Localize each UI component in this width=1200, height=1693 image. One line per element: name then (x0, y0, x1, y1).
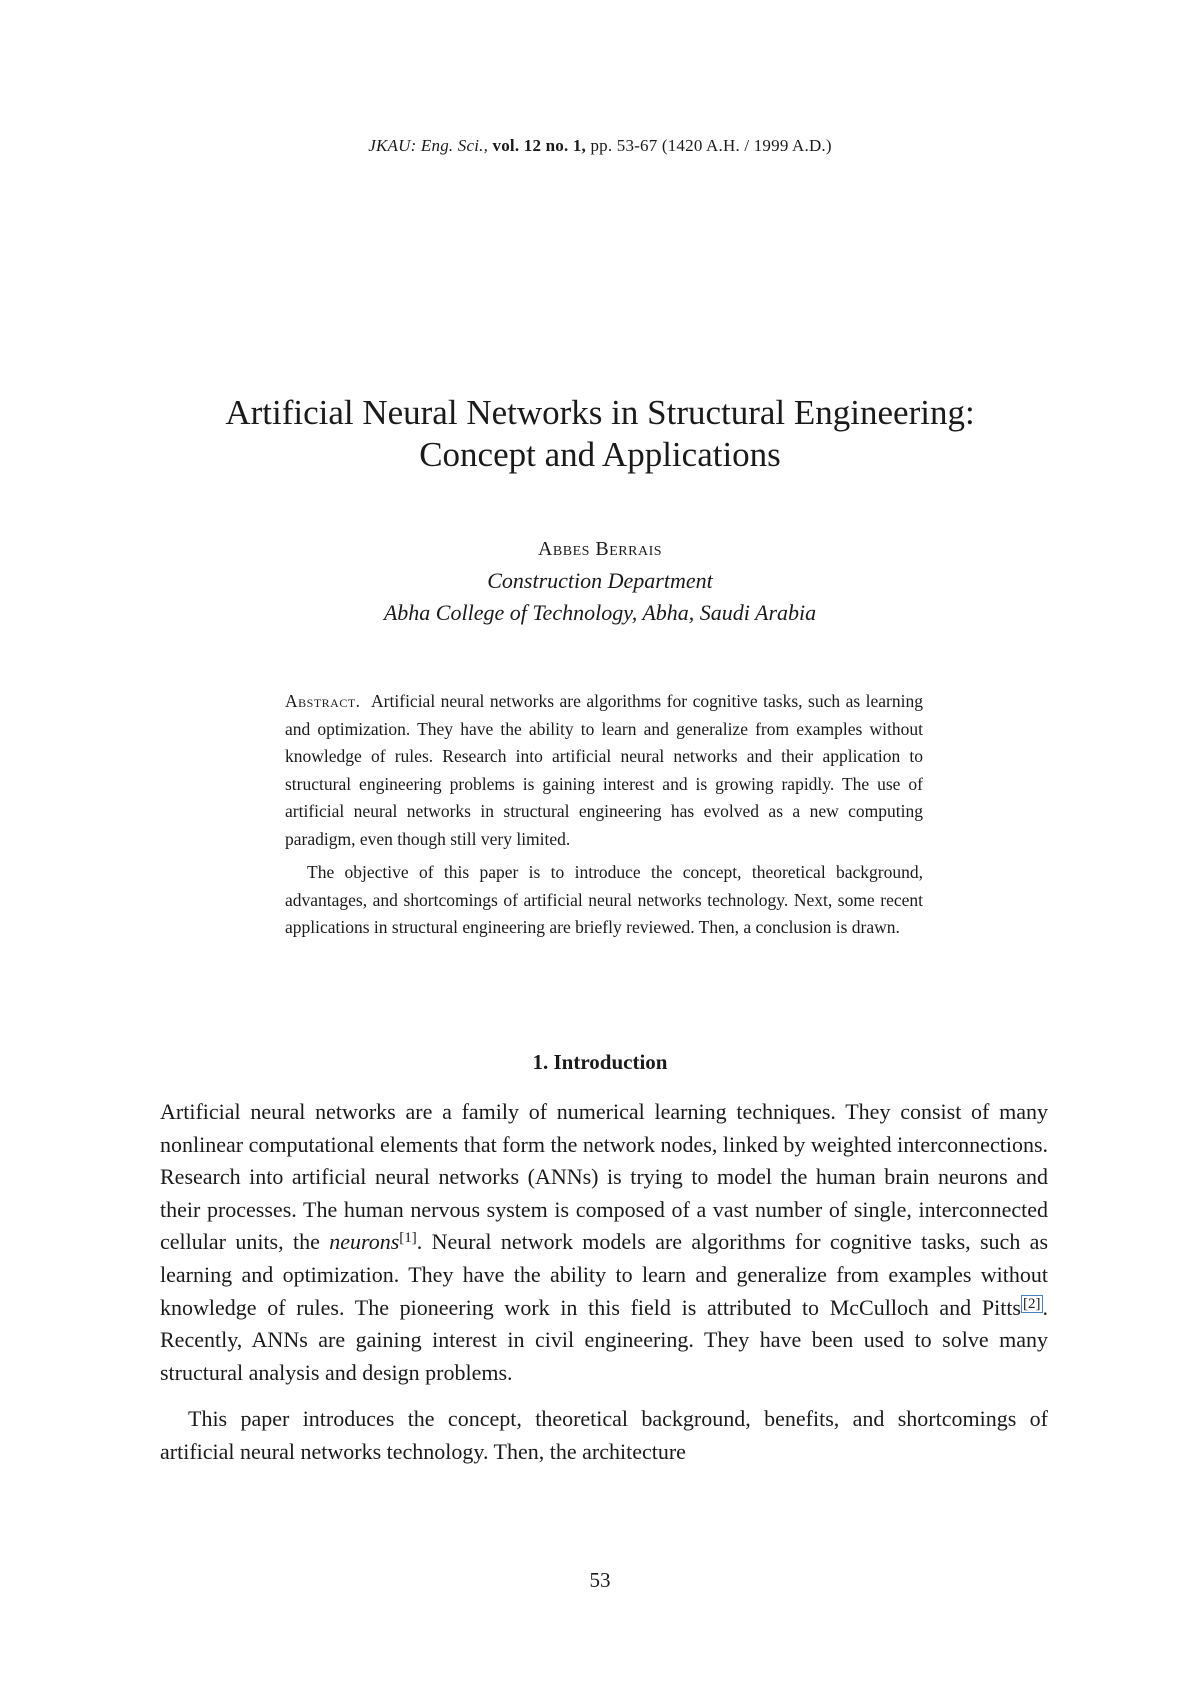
citation-2-link[interactable]: [2] (1023, 1295, 1041, 1312)
citation-1[interactable]: [1] (399, 1230, 417, 1247)
journal-series: Eng. Sci., (420, 136, 489, 155)
section-heading-introduction: 1. Introduction (532, 1050, 668, 1074)
intro-text-1b: . Neural network models are algorithms for cognitive tasks, such as learning and optimization. They have the ability to learn and generalize from examples without knowledge of rules. The pioneering work in this field is attributed to McCulloch and Pitts (160, 1229, 1048, 1320)
title-line-2: Concept and Applications (419, 435, 781, 474)
paper-title (100, 392, 1100, 476)
journal-header (0, 136, 1200, 156)
abstract-paragraph-1 (285, 688, 923, 853)
intro-text-1a: Artificial neural networks are a family of numerical learning techniques. They consist of many nonlinear computational elements that form the network nodes, linked by weighted interconnections. Research into artificial neural networks (ANNs) is trying to model the human brain neurons and their processes. The human nervous system is composed of a vast number of single, interconnected cellular units, the (160, 1099, 1048, 1255)
journal-pages: pp. 53-67 (1420 A.H. / 1999 A.D.) (590, 136, 832, 155)
intro-paragraph-2: This paper introduces the concept, theoretical background, benefits, and shortcomings of artificial neural networks technology. Then, the architecture (160, 1406, 1048, 1464)
introduction-body (160, 1096, 1048, 1483)
abstract-text-1: Artificial neural networks are algorithms for cognitive tasks, such as learning and optimization. They have the ability to learn and generalize from examples without knowledge of rules. Research into artificial neural networks and their application to structural engineering problems is gaining interest and is growing rapidly. The use of artificial neural networks in structural engineering has evolved as a new computing paradigm, even though still very limited. (285, 691, 923, 849)
abstract (285, 688, 923, 948)
intro-paragraph-1 (160, 1096, 1048, 1389)
journal-volume: vol. 12 no. 1, (492, 136, 586, 155)
author-department: Construction Department (487, 568, 713, 593)
abstract-paragraph-2: The objective of this paper is to introduce the concept, theoretical background, advantages, and shortcomings of artificial neural networks technology. Next, some recent applications in structural engineering are briefly reviewed. Then, a conclusion is drawn. (285, 862, 923, 937)
title-line-1: Artificial Neural Networks in Structural Engineering: (225, 393, 975, 432)
author-name: Abbes Berrais (537, 538, 663, 560)
author-institution: Abha College of Technology, Abha, Saudi Arabia (383, 600, 817, 625)
page-number: 53 (589, 1568, 611, 1592)
abstract-label: Abstract. (285, 691, 361, 711)
intro-text-1c: . Recently, ANNs are gaining interest in civil engineering. They have been used to solve many structural analysis and design problems. (160, 1294, 1048, 1385)
term-neurons: neurons (329, 1229, 400, 1255)
journal-name: JKAU: (368, 136, 417, 155)
